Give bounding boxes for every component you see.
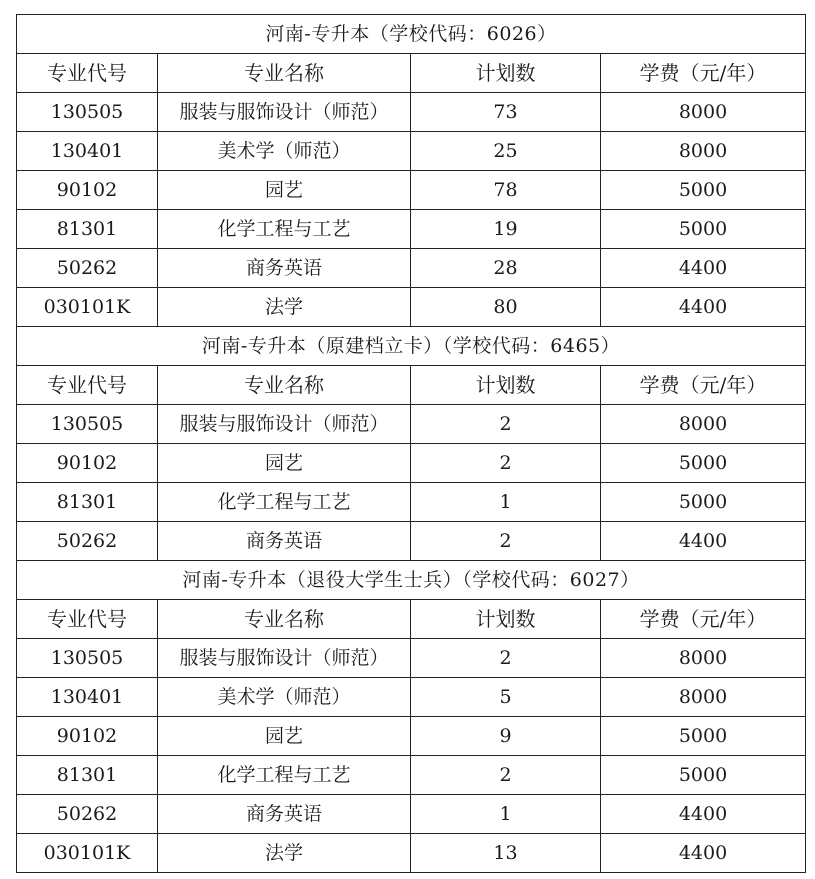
plan-count-cell: 80 (411, 288, 601, 327)
header-tuition: 学费（元/年） (601, 54, 806, 93)
table-row (17, 756, 806, 795)
tuition-cell: 4400 (601, 288, 806, 327)
table-row (17, 405, 806, 444)
section-title: 河南-专升本（退役大学生士兵）（学校代码：6027） (17, 561, 806, 600)
plan-count-cell: 28 (411, 249, 601, 288)
tuition-cell: 8000 (601, 132, 806, 171)
major-name-cell: 园艺 (158, 717, 411, 756)
major-code-cell: 130401 (17, 678, 158, 717)
plan-count-cell: 5 (411, 678, 601, 717)
section-title-row (17, 15, 806, 54)
major-name-cell: 化学工程与工艺 (158, 756, 411, 795)
table-row (17, 288, 806, 327)
column-header-row (17, 54, 806, 93)
tuition-cell: 8000 (601, 678, 806, 717)
major-code-cell: 90102 (17, 171, 158, 210)
tuition-cell: 8000 (601, 405, 806, 444)
header-major-code: 专业代号 (17, 366, 158, 405)
tuition-cell: 8000 (601, 639, 806, 678)
table-row (17, 717, 806, 756)
major-name-cell: 法学 (158, 834, 411, 873)
plan-count-cell: 2 (411, 444, 601, 483)
major-code-cell: 130505 (17, 93, 158, 132)
section-title: 河南-专升本（学校代码：6026） (17, 15, 806, 54)
major-name-cell: 化学工程与工艺 (158, 483, 411, 522)
header-major-name: 专业名称 (158, 54, 411, 93)
tuition-cell: 8000 (601, 93, 806, 132)
major-name-cell: 美术学（师范） (158, 132, 411, 171)
plan-count-cell: 13 (411, 834, 601, 873)
major-code-cell: 50262 (17, 522, 158, 561)
plan-count-cell: 9 (411, 717, 601, 756)
section-title-row (17, 327, 806, 366)
major-code-cell: 130401 (17, 132, 158, 171)
major-code-cell: 81301 (17, 756, 158, 795)
header-plan-count: 计划数 (411, 366, 601, 405)
tuition-cell: 5000 (601, 444, 806, 483)
header-major-code: 专业代号 (17, 600, 158, 639)
tuition-cell: 4400 (601, 834, 806, 873)
enrollment-plan-sheet (16, 14, 805, 873)
major-code-cell: 90102 (17, 444, 158, 483)
table-body (17, 15, 806, 873)
table-row (17, 834, 806, 873)
tuition-cell: 5000 (601, 717, 806, 756)
major-name-cell: 服装与服饰设计（师范） (158, 405, 411, 444)
header-plan-count: 计划数 (411, 600, 601, 639)
table-row (17, 171, 806, 210)
major-name-cell: 商务英语 (158, 522, 411, 561)
major-name-cell: 服装与服饰设计（师范） (158, 93, 411, 132)
table-row (17, 639, 806, 678)
major-code-cell: 50262 (17, 795, 158, 834)
section-title-row (17, 561, 806, 600)
header-tuition: 学费（元/年） (601, 366, 806, 405)
major-name-cell: 法学 (158, 288, 411, 327)
header-tuition: 学费（元/年） (601, 600, 806, 639)
table-row (17, 795, 806, 834)
major-code-cell: 030101K (17, 834, 158, 873)
table-row (17, 132, 806, 171)
column-header-row (17, 366, 806, 405)
table-row (17, 678, 806, 717)
table-row (17, 522, 806, 561)
plan-count-cell: 2 (411, 639, 601, 678)
tuition-cell: 5000 (601, 483, 806, 522)
plan-count-cell: 78 (411, 171, 601, 210)
major-code-cell: 130505 (17, 405, 158, 444)
header-plan-count: 计划数 (411, 54, 601, 93)
table-row (17, 483, 806, 522)
tuition-cell: 4400 (601, 249, 806, 288)
plan-count-cell: 1 (411, 483, 601, 522)
major-name-cell: 园艺 (158, 444, 411, 483)
tuition-cell: 5000 (601, 210, 806, 249)
major-name-cell: 服装与服饰设计（师范） (158, 639, 411, 678)
enrollment-plan-table (16, 14, 806, 873)
major-name-cell: 商务英语 (158, 249, 411, 288)
section-title: 河南-专升本（原建档立卡）（学校代码：6465） (17, 327, 806, 366)
major-name-cell: 化学工程与工艺 (158, 210, 411, 249)
major-code-cell: 81301 (17, 483, 158, 522)
plan-count-cell: 1 (411, 795, 601, 834)
table-row (17, 249, 806, 288)
header-major-name: 专业名称 (158, 366, 411, 405)
major-name-cell: 商务英语 (158, 795, 411, 834)
major-code-cell: 90102 (17, 717, 158, 756)
column-header-row (17, 600, 806, 639)
plan-count-cell: 2 (411, 405, 601, 444)
major-code-cell: 130505 (17, 639, 158, 678)
plan-count-cell: 2 (411, 756, 601, 795)
plan-count-cell: 2 (411, 522, 601, 561)
plan-count-cell: 19 (411, 210, 601, 249)
tuition-cell: 4400 (601, 522, 806, 561)
table-row (17, 210, 806, 249)
header-major-name: 专业名称 (158, 600, 411, 639)
plan-count-cell: 25 (411, 132, 601, 171)
major-code-cell: 030101K (17, 288, 158, 327)
table-row (17, 93, 806, 132)
major-code-cell: 81301 (17, 210, 158, 249)
major-code-cell: 50262 (17, 249, 158, 288)
table-row (17, 444, 806, 483)
major-name-cell: 园艺 (158, 171, 411, 210)
tuition-cell: 5000 (601, 756, 806, 795)
tuition-cell: 5000 (601, 171, 806, 210)
major-name-cell: 美术学（师范） (158, 678, 411, 717)
header-major-code: 专业代号 (17, 54, 158, 93)
tuition-cell: 4400 (601, 795, 806, 834)
plan-count-cell: 73 (411, 93, 601, 132)
